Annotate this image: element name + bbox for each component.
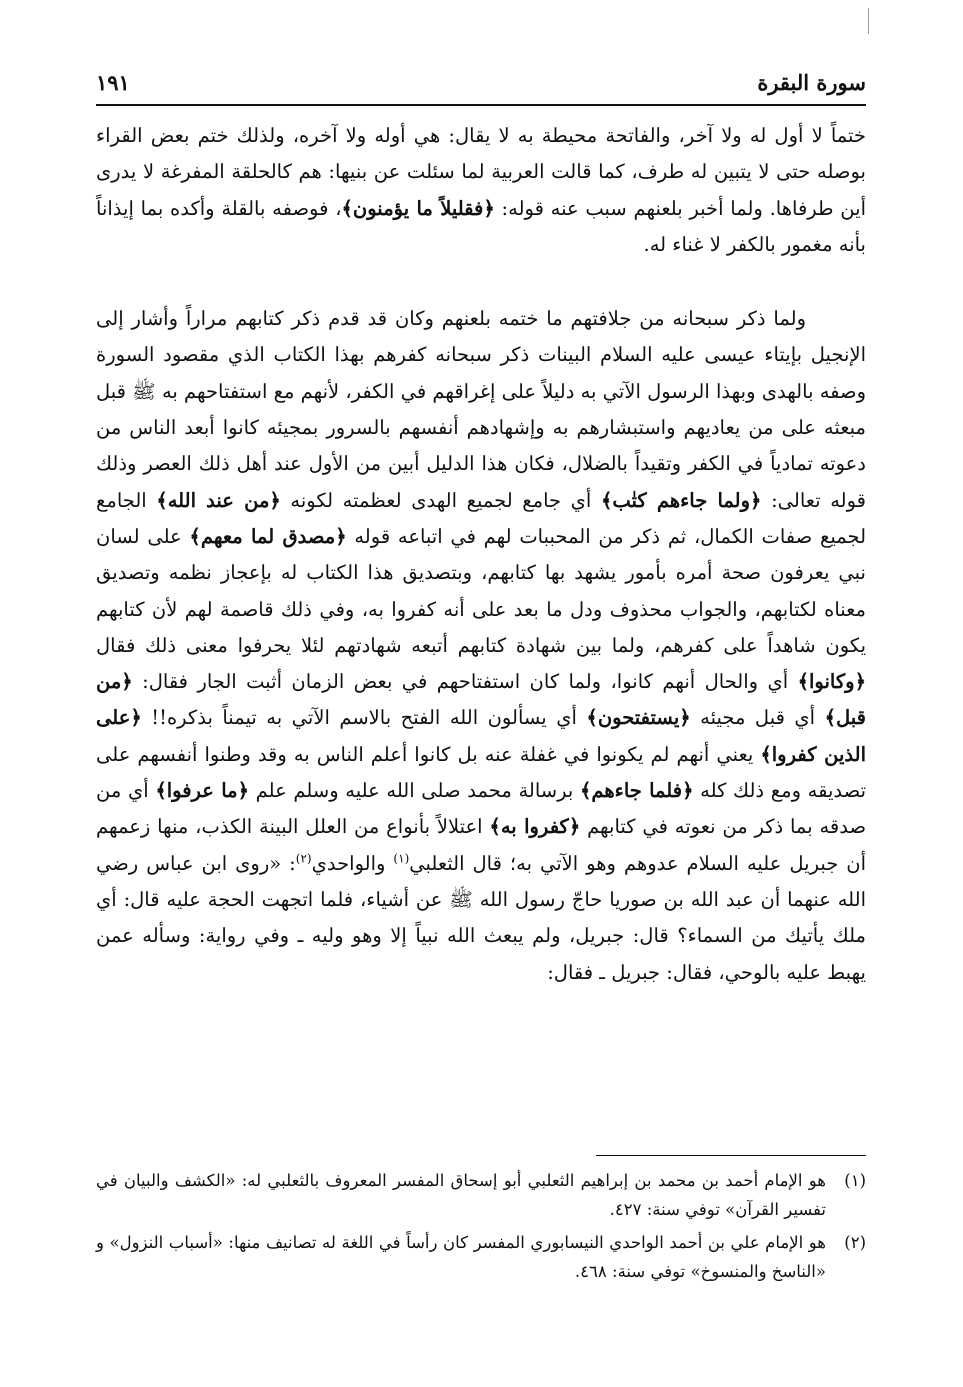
text-run: ولما ذكر سبحانه من جلافتهم ما ختمه بلعنهم وكان قد قدم ذكر كتابهم مراراً وأشار إلى الإنجيل بإيتاء عيسى عليه السلام البينات ذكر سبحانه كفرهم بهذا الكتاب الذي مقصود السورة وصفه بالهدى وبهذا الرسول الآتي به دليلاً على إغراقهم في الكفر، لأنهم مع استفتاحهم به ﷺ قبل مبعثه على من يعاديهم واستبشارهم به وإشهادهم أنفسهم بالسرور بمجيئه كانوا أبعد الناس من دعوته تمادياً في الكفر وتقيداً بالضلال، فكان هذا الدليل أبين من الأول عند أهل ذلك العصر وذلك قوله تعالى: — [96, 307, 866, 512]
text-run: : «روى ابن عباس رضي الله عنهما أن عبد الله بن صوريا حاجّ رسول الله ﷺ عن أشياء، فلما اتجهت الحجة عليه قال: أي ملك يأتيك من السماء؟ قال: جبريل، ولم يبعث الله نبياً إلا وهو وليه ـ وفي رواية: وسأله عمن يهبط عليه بالوحي، فقال: جبريل ـ فقال: — [96, 851, 866, 984]
text-run: أي جامع لجميع الهدى لعظمته لكونه — [280, 488, 601, 512]
quran-quote: ﴿ما عرفوا﴾ — [155, 779, 250, 803]
text-run: برسالة محمد صلى الله عليه وسلم علم — [249, 779, 580, 803]
quran-quote: ﴿من عند الله﴾ — [156, 488, 281, 512]
footnotes — [96, 1166, 866, 1290]
footnote-2 — [96, 1228, 866, 1286]
quran-quote: ﴿وكانوا﴾ — [797, 670, 866, 694]
text-run: اعتلالاً بأنواع من العلل البينة الكذب، منها زعمهم أن جبريل عليه السلام عدوهم وهو الآتي به؛ قال الثعلبي — [96, 815, 867, 875]
footnote-text: هو الإمام أحمد بن محمد بن إبراهيم الثعلبي أبو إسحاق المفسر المعروف بالثعلبي له: «الكشف والبيان في تفسير القرآن» توفي سنة: ٤٢٧. — [96, 1171, 826, 1219]
text-run: الجامع لجميع صفات الكمال، ثم ذكر من المحببات لهم في اتباعه قوله — [96, 488, 867, 548]
text-run: أي قبل مجيئه — [690, 706, 825, 730]
text-run: أي والحال أنهم كانوا، ولما كان استفتاحهم في بعض الزمان أثبت الجار فقال: — [132, 670, 798, 694]
quran-quote: ﴿فقليلاً ما يؤمنون﴾ — [341, 196, 495, 220]
header-rule — [96, 104, 866, 106]
scan-mark — [868, 8, 869, 34]
quran-quote: ﴿يستفتحون﴾ — [586, 706, 691, 730]
text-run: أي من صدقه بما ذكر من نعوته في كتابهم — [96, 779, 867, 839]
quran-quote: ﴿مصدق لما معهم﴾ — [189, 524, 347, 548]
text-run: والواحدي — [311, 851, 394, 875]
footnote-ref-2[interactable]: (٢) — [295, 851, 312, 866]
footnote-rule — [596, 1155, 866, 1156]
surah-title: سورة البقرة — [757, 70, 866, 95]
text-run: ، فوصفه بالقلة وأكده بما إيذاناً بأنه مغمور بالكفر لا غناء له. — [96, 196, 866, 256]
footnote-text: هو الإمام علي بن أحمد الواحدي النيسابوري المفسر كان رأساً في اللغة له تصانيف منها: «أسباب النزول» و «الناسخ والمنسوخ» توفي سنة: ٤٦٨. — [96, 1233, 826, 1281]
text-run: ختماً لا أول له ولا آخر، والفاتحة محيطة به لا يقال: هي أوله ولا آخره، ولذلك ختم بعض القراء بوصله حتى لا يتبين له طرف، كما قالت العربية لما سئلت عن بنيها: هم كالحلقة المفرغة لا يدرى أين طرفاها. ولما أخبر بلعنهم سبب عنه قوله: — [96, 124, 866, 220]
quran-quote: ﴿من قبل﴾ — [96, 670, 866, 730]
quran-quote: ﴿ولما جاءهم كتٰب﴾ — [600, 488, 762, 512]
footnote-number: (١) — [844, 1171, 866, 1190]
main-text — [96, 118, 866, 991]
footnote-number: (٢) — [844, 1233, 866, 1252]
footnote-ref-1[interactable]: (١) — [393, 851, 410, 866]
footnote-1 — [96, 1166, 866, 1224]
text-run: أي يسألون الله الفتح بالاسم الآتي به تيمناً بذكره!! — [141, 706, 587, 730]
quran-quote: ﴿فلما جاءهم﴾ — [579, 779, 694, 803]
page-number: ١٩١ — [96, 70, 130, 95]
page-header — [96, 66, 866, 100]
paragraph-1 — [96, 118, 866, 263]
paragraph-2 — [96, 301, 866, 991]
quran-quote: ﴿على الذين كفروا﴾ — [96, 706, 867, 766]
quran-quote: ﴿كفروا به﴾ — [489, 815, 581, 839]
text-run: يعني أنهم لم يكونوا في غفلة عنه بل كانوا أعلم الناس به وقد وطنوا أنفسهم على تصديقه ومع ذلك كله — [96, 742, 866, 803]
text-run: على لسان نبي يعرفون صحة أمره بأمور يشهد بها كتابهم، وبتصديق هذا الكتاب له بإعجاز نظمه وتصديق معناه لكتابهم، والجواب محذوف ودل ما بعد على أنه كفروا به، وفي ذلك قاصمة لهم لأن كتابهم يكون شاهداً على كفرهم، ولما بين شهادة كتابهم أتبعه شهادتهم لئلا يحرفوا معنى ذلك فقال — [96, 524, 866, 657]
